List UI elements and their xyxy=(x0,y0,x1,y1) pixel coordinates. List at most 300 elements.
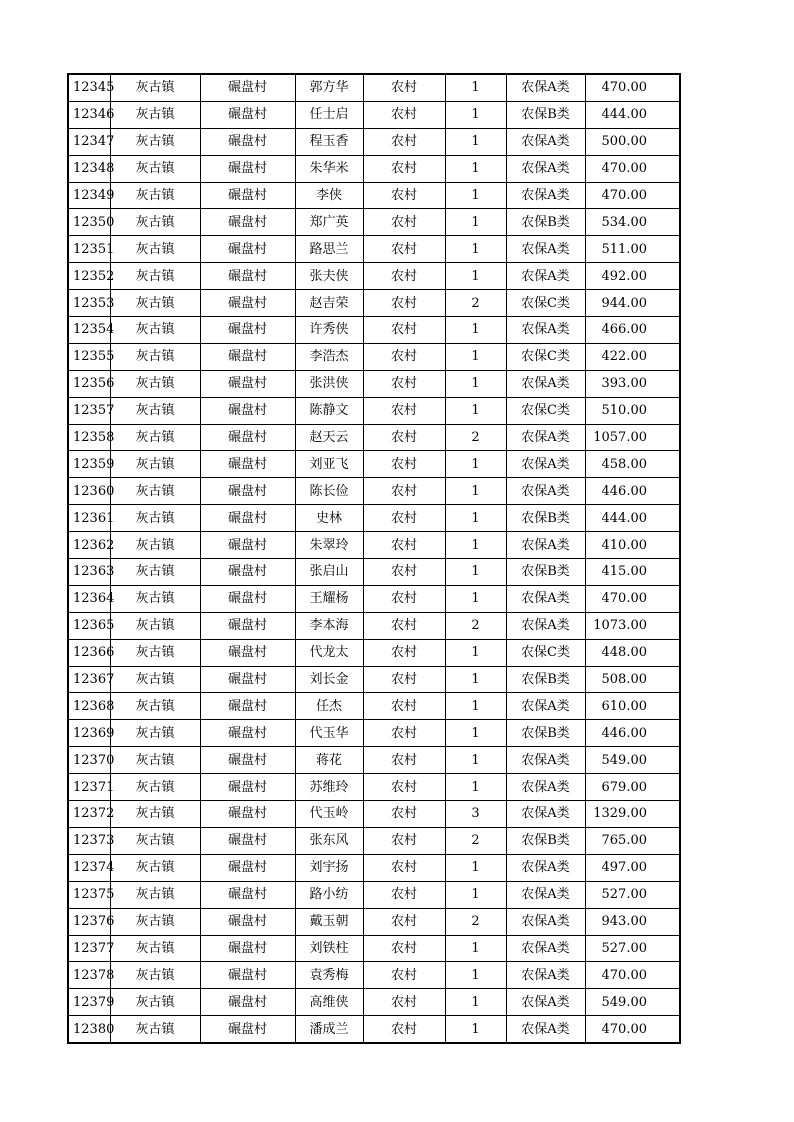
cell-area: 农村 xyxy=(363,236,445,263)
cell-count: 1 xyxy=(445,989,506,1016)
cell-count: 1 xyxy=(445,263,506,290)
cell-id: 12357 xyxy=(68,397,110,424)
cell-amount: 1057.00 xyxy=(585,424,680,451)
cell-count: 1 xyxy=(445,1016,506,1043)
cell-village: 碾盘村 xyxy=(200,263,295,290)
cell-amount: 466.00 xyxy=(585,317,680,344)
cell-category: 农保A类 xyxy=(506,263,585,290)
cell-town: 灰古镇 xyxy=(110,559,200,586)
cell-category: 农保A类 xyxy=(506,532,585,559)
table-row xyxy=(68,774,680,801)
cell-id: 12375 xyxy=(68,881,110,908)
cell-category: 农保A类 xyxy=(506,424,585,451)
table-row xyxy=(68,424,680,451)
cell-count: 1 xyxy=(445,962,506,989)
table-row xyxy=(68,128,680,155)
table-row xyxy=(68,1016,680,1043)
cell-amount: 415.00 xyxy=(585,559,680,586)
cell-village: 碾盘村 xyxy=(200,720,295,747)
cell-area: 农村 xyxy=(363,505,445,532)
cell-area: 农村 xyxy=(363,747,445,774)
cell-category: 农保A类 xyxy=(506,801,585,828)
cell-category: 农保A类 xyxy=(506,747,585,774)
cell-id: 12366 xyxy=(68,639,110,666)
cell-name: 袁秀梅 xyxy=(295,962,363,989)
cell-area: 农村 xyxy=(363,128,445,155)
cell-town: 灰古镇 xyxy=(110,532,200,559)
cell-name: 郑广英 xyxy=(295,209,363,236)
table-row xyxy=(68,881,680,908)
cell-id: 12363 xyxy=(68,559,110,586)
cell-village: 碾盘村 xyxy=(200,612,295,639)
cell-village: 碾盘村 xyxy=(200,478,295,505)
cell-amount: 511.00 xyxy=(585,236,680,263)
cell-name: 程玉香 xyxy=(295,128,363,155)
cell-village: 碾盘村 xyxy=(200,128,295,155)
table-row xyxy=(68,236,680,263)
cell-village: 碾盘村 xyxy=(200,666,295,693)
cell-area: 农村 xyxy=(363,182,445,209)
cell-category: 农保A类 xyxy=(506,881,585,908)
cell-id: 12372 xyxy=(68,801,110,828)
cell-count: 1 xyxy=(445,774,506,801)
cell-amount: 1329.00 xyxy=(585,801,680,828)
cell-id: 12374 xyxy=(68,854,110,881)
cell-amount: 470.00 xyxy=(585,155,680,182)
cell-id: 12364 xyxy=(68,585,110,612)
cell-count: 2 xyxy=(445,612,506,639)
cell-village: 碾盘村 xyxy=(200,935,295,962)
cell-name: 刘宇扬 xyxy=(295,854,363,881)
cell-village: 碾盘村 xyxy=(200,505,295,532)
cell-town: 灰古镇 xyxy=(110,155,200,182)
table-row xyxy=(68,827,680,854)
cell-count: 1 xyxy=(445,182,506,209)
cell-village: 碾盘村 xyxy=(200,962,295,989)
cell-category: 农保A类 xyxy=(506,182,585,209)
table-row xyxy=(68,101,680,128)
cell-count: 1 xyxy=(445,532,506,559)
table-row xyxy=(68,801,680,828)
cell-area: 农村 xyxy=(363,397,445,424)
cell-name: 刘亚飞 xyxy=(295,451,363,478)
table-row xyxy=(68,559,680,586)
cell-name: 路小纺 xyxy=(295,881,363,908)
cell-village: 碾盘村 xyxy=(200,209,295,236)
cell-amount: 458.00 xyxy=(585,451,680,478)
cell-area: 农村 xyxy=(363,478,445,505)
cell-area: 农村 xyxy=(363,343,445,370)
table-row xyxy=(68,720,680,747)
cell-category: 农保A类 xyxy=(506,774,585,801)
cell-name: 刘铁柱 xyxy=(295,935,363,962)
cell-area: 农村 xyxy=(363,209,445,236)
cell-area: 农村 xyxy=(363,639,445,666)
table-row xyxy=(68,317,680,344)
cell-amount: 944.00 xyxy=(585,290,680,317)
cell-count: 1 xyxy=(445,74,506,101)
cell-category: 农保A类 xyxy=(506,1016,585,1043)
table-row xyxy=(68,451,680,478)
cell-count: 2 xyxy=(445,908,506,935)
cell-amount: 470.00 xyxy=(585,585,680,612)
cell-area: 农村 xyxy=(363,263,445,290)
cell-area: 农村 xyxy=(363,827,445,854)
cell-amount: 679.00 xyxy=(585,774,680,801)
cell-name: 高维侠 xyxy=(295,989,363,1016)
cell-town: 灰古镇 xyxy=(110,935,200,962)
cell-town: 灰古镇 xyxy=(110,774,200,801)
cell-town: 灰古镇 xyxy=(110,1016,200,1043)
cell-id: 12355 xyxy=(68,343,110,370)
cell-id: 12356 xyxy=(68,370,110,397)
cell-area: 农村 xyxy=(363,290,445,317)
cell-village: 碾盘村 xyxy=(200,559,295,586)
cell-count: 2 xyxy=(445,290,506,317)
table-row xyxy=(68,747,680,774)
cell-count: 1 xyxy=(445,397,506,424)
cell-area: 农村 xyxy=(363,908,445,935)
cell-amount: 444.00 xyxy=(585,505,680,532)
cell-id: 12361 xyxy=(68,505,110,532)
cell-village: 碾盘村 xyxy=(200,424,295,451)
cell-amount: 508.00 xyxy=(585,666,680,693)
cell-id: 12373 xyxy=(68,827,110,854)
cell-area: 农村 xyxy=(363,720,445,747)
cell-amount: 610.00 xyxy=(585,693,680,720)
cell-id: 12371 xyxy=(68,774,110,801)
cell-town: 灰古镇 xyxy=(110,209,200,236)
cell-area: 农村 xyxy=(363,881,445,908)
cell-category: 农保A类 xyxy=(506,128,585,155)
cell-village: 碾盘村 xyxy=(200,801,295,828)
cell-town: 灰古镇 xyxy=(110,101,200,128)
table-row xyxy=(68,397,680,424)
cell-id: 12368 xyxy=(68,693,110,720)
cell-amount: 549.00 xyxy=(585,989,680,1016)
cell-id: 12347 xyxy=(68,128,110,155)
cell-name: 陈长俭 xyxy=(295,478,363,505)
cell-town: 灰古镇 xyxy=(110,370,200,397)
cell-amount: 549.00 xyxy=(585,747,680,774)
cell-count: 1 xyxy=(445,209,506,236)
cell-town: 灰古镇 xyxy=(110,827,200,854)
cell-id: 12351 xyxy=(68,236,110,263)
cell-amount: 943.00 xyxy=(585,908,680,935)
cell-count: 1 xyxy=(445,505,506,532)
cell-count: 1 xyxy=(445,155,506,182)
cell-name: 苏维玲 xyxy=(295,774,363,801)
cell-count: 1 xyxy=(445,236,506,263)
cell-village: 碾盘村 xyxy=(200,639,295,666)
cell-area: 农村 xyxy=(363,666,445,693)
cell-town: 灰古镇 xyxy=(110,343,200,370)
cell-id: 12380 xyxy=(68,1016,110,1043)
cell-amount: 446.00 xyxy=(585,478,680,505)
cell-area: 农村 xyxy=(363,612,445,639)
cell-category: 农保A类 xyxy=(506,317,585,344)
cell-area: 农村 xyxy=(363,585,445,612)
cell-village: 碾盘村 xyxy=(200,1016,295,1043)
cell-id: 12345 xyxy=(68,74,110,101)
cell-count: 1 xyxy=(445,343,506,370)
cell-town: 灰古镇 xyxy=(110,612,200,639)
cell-town: 灰古镇 xyxy=(110,263,200,290)
cell-amount: 470.00 xyxy=(585,182,680,209)
cell-id: 12365 xyxy=(68,612,110,639)
cell-village: 碾盘村 xyxy=(200,101,295,128)
cell-town: 灰古镇 xyxy=(110,585,200,612)
cell-name: 刘长金 xyxy=(295,666,363,693)
table-row xyxy=(68,666,680,693)
cell-name: 张夫侠 xyxy=(295,263,363,290)
cell-town: 灰古镇 xyxy=(110,747,200,774)
cell-name: 李本海 xyxy=(295,612,363,639)
table-row xyxy=(68,370,680,397)
cell-area: 农村 xyxy=(363,532,445,559)
cell-id: 12346 xyxy=(68,101,110,128)
cell-count: 1 xyxy=(445,370,506,397)
cell-town: 灰古镇 xyxy=(110,666,200,693)
table-row xyxy=(68,639,680,666)
cell-category: 农保B类 xyxy=(506,559,585,586)
cell-count: 1 xyxy=(445,693,506,720)
cell-category: 农保A类 xyxy=(506,989,585,1016)
cell-area: 农村 xyxy=(363,801,445,828)
table-row xyxy=(68,182,680,209)
cell-village: 碾盘村 xyxy=(200,854,295,881)
table-row xyxy=(68,532,680,559)
cell-id: 12377 xyxy=(68,935,110,962)
cell-village: 碾盘村 xyxy=(200,827,295,854)
cell-category: 农保A类 xyxy=(506,935,585,962)
cell-name: 赵吉荣 xyxy=(295,290,363,317)
cell-name: 路思兰 xyxy=(295,236,363,263)
cell-town: 灰古镇 xyxy=(110,290,200,317)
cell-id: 12370 xyxy=(68,747,110,774)
cell-name: 许秀侠 xyxy=(295,317,363,344)
cell-amount: 534.00 xyxy=(585,209,680,236)
cell-name: 代玉岭 xyxy=(295,801,363,828)
cell-town: 灰古镇 xyxy=(110,236,200,263)
cell-village: 碾盘村 xyxy=(200,451,295,478)
cell-amount: 470.00 xyxy=(585,1016,680,1043)
cell-name: 李浩杰 xyxy=(295,343,363,370)
table-row xyxy=(68,585,680,612)
cell-amount: 410.00 xyxy=(585,532,680,559)
table-row xyxy=(68,854,680,881)
table-row xyxy=(68,290,680,317)
cell-category: 农保B类 xyxy=(506,666,585,693)
cell-village: 碾盘村 xyxy=(200,236,295,263)
cell-village: 碾盘村 xyxy=(200,774,295,801)
cell-town: 灰古镇 xyxy=(110,801,200,828)
cell-name: 蒋花 xyxy=(295,747,363,774)
cell-count: 1 xyxy=(445,101,506,128)
data-table xyxy=(67,73,681,1044)
cell-village: 碾盘村 xyxy=(200,397,295,424)
cell-village: 碾盘村 xyxy=(200,585,295,612)
cell-category: 农保A类 xyxy=(506,74,585,101)
cell-amount: 510.00 xyxy=(585,397,680,424)
table-row xyxy=(68,343,680,370)
cell-name: 张洪侠 xyxy=(295,370,363,397)
table-row xyxy=(68,74,680,101)
cell-category: 农保A类 xyxy=(506,451,585,478)
cell-amount: 500.00 xyxy=(585,128,680,155)
cell-count: 1 xyxy=(445,720,506,747)
cell-amount: 470.00 xyxy=(585,74,680,101)
cell-id: 12369 xyxy=(68,720,110,747)
cell-name: 郭方华 xyxy=(295,74,363,101)
cell-id: 12349 xyxy=(68,182,110,209)
cell-id: 12348 xyxy=(68,155,110,182)
cell-category: 农保A类 xyxy=(506,236,585,263)
cell-area: 农村 xyxy=(363,854,445,881)
cell-town: 灰古镇 xyxy=(110,317,200,344)
cell-amount: 422.00 xyxy=(585,343,680,370)
cell-name: 朱华米 xyxy=(295,155,363,182)
cell-name: 戴玉朝 xyxy=(295,908,363,935)
cell-town: 灰古镇 xyxy=(110,478,200,505)
cell-village: 碾盘村 xyxy=(200,908,295,935)
table-row xyxy=(68,908,680,935)
cell-area: 农村 xyxy=(363,935,445,962)
table-row xyxy=(68,612,680,639)
cell-amount: 448.00 xyxy=(585,639,680,666)
cell-area: 农村 xyxy=(363,989,445,1016)
cell-count: 1 xyxy=(445,935,506,962)
table-body xyxy=(68,74,680,1043)
cell-category: 农保A类 xyxy=(506,908,585,935)
cell-area: 农村 xyxy=(363,559,445,586)
cell-village: 碾盘村 xyxy=(200,343,295,370)
cell-category: 农保B类 xyxy=(506,101,585,128)
cell-category: 农保C类 xyxy=(506,397,585,424)
cell-area: 农村 xyxy=(363,424,445,451)
cell-name: 史林 xyxy=(295,505,363,532)
table-row xyxy=(68,693,680,720)
cell-category: 农保A类 xyxy=(506,612,585,639)
cell-area: 农村 xyxy=(363,774,445,801)
cell-area: 农村 xyxy=(363,370,445,397)
cell-name: 李侠 xyxy=(295,182,363,209)
cell-count: 1 xyxy=(445,854,506,881)
cell-id: 12378 xyxy=(68,962,110,989)
cell-village: 碾盘村 xyxy=(200,693,295,720)
cell-id: 12352 xyxy=(68,263,110,290)
cell-village: 碾盘村 xyxy=(200,290,295,317)
cell-amount: 1073.00 xyxy=(585,612,680,639)
cell-amount: 444.00 xyxy=(585,101,680,128)
cell-amount: 527.00 xyxy=(585,881,680,908)
table-row xyxy=(68,478,680,505)
cell-count: 2 xyxy=(445,424,506,451)
cell-count: 1 xyxy=(445,478,506,505)
cell-village: 碾盘村 xyxy=(200,155,295,182)
cell-town: 灰古镇 xyxy=(110,128,200,155)
cell-category: 农保B类 xyxy=(506,209,585,236)
cell-name: 任杰 xyxy=(295,693,363,720)
cell-category: 农保C类 xyxy=(506,343,585,370)
cell-count: 1 xyxy=(445,666,506,693)
cell-count: 2 xyxy=(445,827,506,854)
cell-id: 12360 xyxy=(68,478,110,505)
cell-area: 农村 xyxy=(363,962,445,989)
cell-town: 灰古镇 xyxy=(110,451,200,478)
table-row xyxy=(68,155,680,182)
cell-count: 3 xyxy=(445,801,506,828)
cell-village: 碾盘村 xyxy=(200,317,295,344)
cell-village: 碾盘村 xyxy=(200,989,295,1016)
table-row xyxy=(68,989,680,1016)
cell-category: 农保C类 xyxy=(506,639,585,666)
cell-name: 陈静文 xyxy=(295,397,363,424)
cell-amount: 393.00 xyxy=(585,370,680,397)
cell-category: 农保A类 xyxy=(506,962,585,989)
cell-town: 灰古镇 xyxy=(110,424,200,451)
cell-id: 12376 xyxy=(68,908,110,935)
cell-town: 灰古镇 xyxy=(110,989,200,1016)
cell-area: 农村 xyxy=(363,155,445,182)
cell-count: 1 xyxy=(445,585,506,612)
cell-count: 1 xyxy=(445,317,506,344)
cell-name: 任士启 xyxy=(295,101,363,128)
cell-category: 农保A类 xyxy=(506,370,585,397)
cell-category: 农保A类 xyxy=(506,155,585,182)
cell-town: 灰古镇 xyxy=(110,693,200,720)
cell-count: 1 xyxy=(445,128,506,155)
cell-town: 灰古镇 xyxy=(110,74,200,101)
cell-town: 灰古镇 xyxy=(110,962,200,989)
cell-village: 碾盘村 xyxy=(200,370,295,397)
cell-village: 碾盘村 xyxy=(200,881,295,908)
table-row xyxy=(68,935,680,962)
cell-name: 张东风 xyxy=(295,827,363,854)
cell-id: 12353 xyxy=(68,290,110,317)
cell-category: 农保A类 xyxy=(506,585,585,612)
cell-town: 灰古镇 xyxy=(110,881,200,908)
cell-amount: 492.00 xyxy=(585,263,680,290)
cell-count: 1 xyxy=(445,747,506,774)
cell-name: 王耀杨 xyxy=(295,585,363,612)
cell-count: 1 xyxy=(445,639,506,666)
cell-category: 农保B类 xyxy=(506,827,585,854)
cell-id: 12358 xyxy=(68,424,110,451)
cell-id: 12379 xyxy=(68,989,110,1016)
cell-category: 农保B类 xyxy=(506,720,585,747)
cell-area: 农村 xyxy=(363,74,445,101)
cell-amount: 446.00 xyxy=(585,720,680,747)
cell-category: 农保C类 xyxy=(506,290,585,317)
cell-name: 朱翠玲 xyxy=(295,532,363,559)
cell-count: 1 xyxy=(445,451,506,478)
cell-village: 碾盘村 xyxy=(200,747,295,774)
cell-name: 代龙太 xyxy=(295,639,363,666)
cell-id: 12350 xyxy=(68,209,110,236)
cell-id: 12354 xyxy=(68,317,110,344)
cell-town: 灰古镇 xyxy=(110,908,200,935)
table-row xyxy=(68,209,680,236)
table-row xyxy=(68,505,680,532)
cell-category: 农保A类 xyxy=(506,854,585,881)
cell-town: 灰古镇 xyxy=(110,639,200,666)
cell-id: 12359 xyxy=(68,451,110,478)
cell-count: 1 xyxy=(445,559,506,586)
cell-town: 灰古镇 xyxy=(110,854,200,881)
cell-village: 碾盘村 xyxy=(200,74,295,101)
cell-name: 张启山 xyxy=(295,559,363,586)
